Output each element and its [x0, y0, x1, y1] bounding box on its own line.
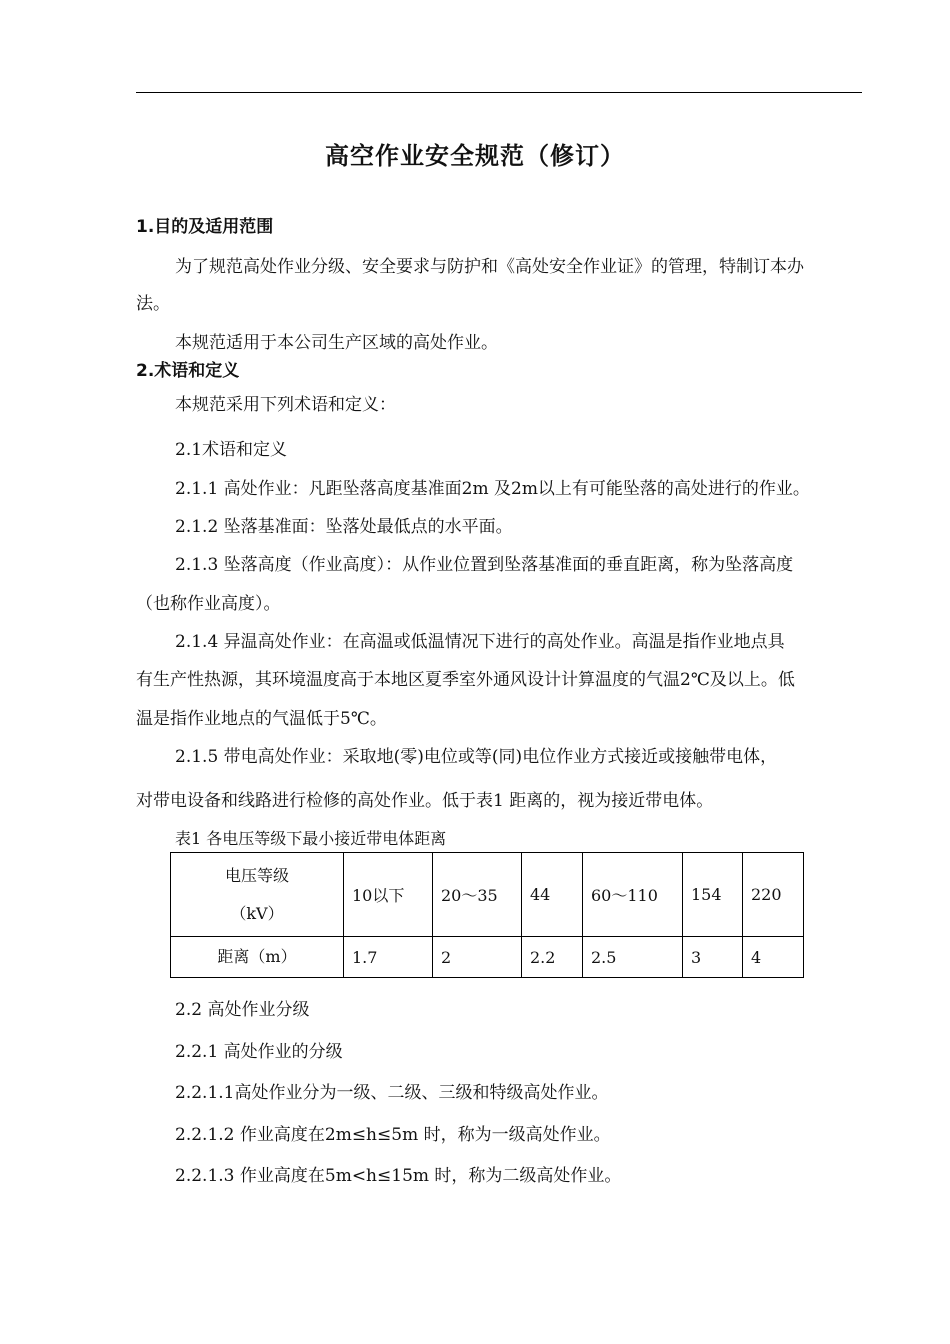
voltage-label: 电压等级: [224, 865, 289, 885]
table-cell: 2: [433, 937, 522, 978]
term-2-1-4-line1: 2.1.4 异温高处作业：在高温或低温情况下进行的高处作业。高温是指作业地点具: [175, 632, 785, 652]
term-2-1-5-line2: 对带电设备和线路进行检修的高处作业。低于表1 距离的，视为接近带电体。: [136, 791, 714, 811]
term-2-1-3-line1: 2.1.3 坠落高度（作业高度）：从作业位置到坠落基准面的垂直距离，称为坠落高度: [175, 555, 794, 575]
subheading-2-2: 2.2 高处作业分级: [175, 1000, 310, 1020]
subheading-2-2-1: 2.2.1 高处作业的分级: [175, 1042, 343, 1062]
paragraph-purpose-line1: 为了规范高处作业分级、安全要求与防护和《高处安全作业证》的管理，特制订本办: [175, 257, 804, 277]
page-title: 高空作业安全规范（修订）: [325, 142, 625, 170]
table-row: [171, 937, 804, 978]
clause-2-2-1-1: 2.2.1.1高处作业分为一级、二级、三级和特级高处作业。: [175, 1083, 609, 1103]
table-cell: 154: [683, 853, 743, 937]
table-cell: 20～35: [433, 853, 522, 937]
table-cell: 44: [522, 853, 583, 937]
table-cell: 10以下: [344, 853, 433, 937]
term-2-1-1: 2.1.1 高处作业：凡距坠落高度基准面2m 及2m以上有可能坠落的高处进行的作业。: [175, 479, 810, 499]
term-2-1-4-line2: 有生产性热源，其环境温度高于本地区夏季室外通风设计计算温度的气温2℃及以上。低: [136, 670, 795, 690]
table-cell: 220: [743, 853, 804, 937]
section-heading-terms: 2.术语和定义: [136, 361, 240, 381]
table-cell: 2.5: [583, 937, 683, 978]
table-cell: 60～110: [583, 853, 683, 937]
term-2-1-5-line1: 2.1.5 带电高处作业：采取地(零)电位或等(同)电位作业方式接近或接触带电体，: [175, 747, 778, 767]
voltage-distance-table: [170, 852, 804, 978]
paragraph-scope: 本规范适用于本公司生产区域的高处作业。: [175, 333, 498, 353]
clause-2-2-1-2: 2.2.1.2 作业高度在2m≤h≤5m 时，称为一级高处作业。: [175, 1125, 611, 1145]
header-rule: [136, 92, 862, 93]
term-2-1-4-line3: 温是指作业地点的气温低于5℃。: [136, 709, 387, 729]
table-cell: 4: [743, 937, 804, 978]
table-cell: 3: [683, 937, 743, 978]
table-header-cell: [171, 853, 344, 937]
table-row: [171, 853, 804, 937]
table-caption: 表1 各电压等级下最小接近带电体距离: [175, 829, 447, 848]
table-cell: 2.2: [522, 937, 583, 978]
paragraph-terms-intro: 本规范采用下列术语和定义：: [175, 395, 396, 415]
term-2-1-3-line2: （也称作业高度）。: [136, 594, 281, 614]
subheading-2-1: 2.1术语和定义: [175, 440, 288, 460]
table-header-cell: 距离（m）: [171, 937, 344, 978]
voltage-unit: （kV）: [230, 903, 284, 923]
term-2-1-2: 2.1.2 坠落基准面：坠落处最低点的水平面。: [175, 517, 513, 537]
paragraph-purpose-line2: 法。: [136, 294, 170, 314]
section-heading-purpose: 1.目的及适用范围: [136, 217, 274, 237]
table-cell: 1.7: [344, 937, 433, 978]
clause-2-2-1-3: 2.2.1.3 作业高度在5m<h≤15m 时，称为二级高处作业。: [175, 1166, 622, 1186]
